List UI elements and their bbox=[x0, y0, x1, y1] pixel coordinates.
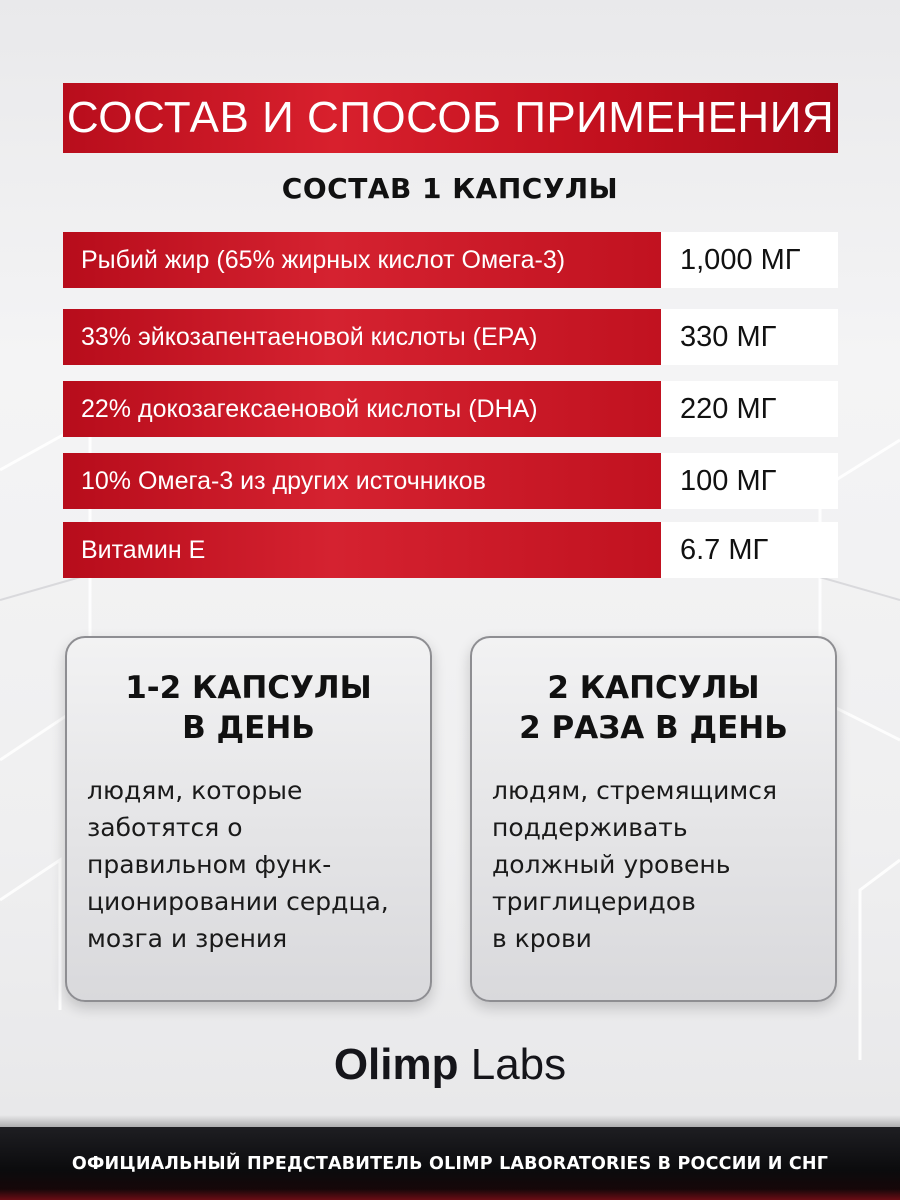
ingredient-amount: 6.7 МГ bbox=[661, 522, 838, 578]
dosage-title-line: 1-2 КАПСУЛЫ bbox=[125, 670, 372, 706]
dosage-card-2 bbox=[470, 636, 837, 1002]
dosage-card-description bbox=[492, 772, 832, 957]
brand-logo-part1: Olimp bbox=[333, 1040, 459, 1089]
dosage-title-line: 2 РАЗА В ДЕНЬ bbox=[519, 710, 788, 746]
dosage-text-line: людям, которые bbox=[87, 776, 303, 805]
ingredient-label: Витамин Е bbox=[63, 522, 661, 578]
dosage-card-title bbox=[472, 668, 835, 748]
ingredient-label: 33% эйкозапентаеновой кислоты (EPA) bbox=[63, 309, 661, 365]
dosage-title-line: В ДЕНЬ bbox=[182, 710, 315, 746]
brand-logo bbox=[0, 1040, 900, 1090]
composition-row bbox=[63, 381, 838, 437]
dosage-card-title bbox=[67, 668, 430, 748]
dosage-text-line: поддерживать bbox=[492, 813, 688, 842]
ingredient-label: Рыбий жир (65% жирных кислот Омега-3) bbox=[63, 232, 661, 288]
dosage-text-line: ционировании сердца, bbox=[87, 887, 389, 916]
composition-row bbox=[63, 309, 838, 365]
ingredient-label: 22% докозагексаеновой кислоты (DHA) bbox=[63, 381, 661, 437]
footer-bar bbox=[0, 1127, 900, 1200]
dosage-text-line: заботятся о bbox=[87, 813, 243, 842]
dosage-text-line: людям, стремящимся bbox=[492, 776, 777, 805]
section-banner bbox=[63, 83, 838, 153]
dosage-text-line: должный уровень bbox=[492, 850, 731, 879]
ingredient-amount: 100 МГ bbox=[661, 453, 838, 509]
dosage-card-description bbox=[87, 772, 427, 957]
ingredient-amount: 220 МГ bbox=[661, 381, 838, 437]
composition-subtitle: СОСТАВ 1 КАПСУЛЫ bbox=[281, 172, 619, 205]
dosage-text-line: триглицеридов bbox=[492, 887, 696, 916]
ingredient-label: 10% Омега-3 из других источников bbox=[63, 453, 661, 509]
dosage-text-line: мозга и зрения bbox=[87, 924, 288, 953]
composition-row bbox=[63, 232, 838, 288]
dosage-text-line: правильном функ- bbox=[87, 850, 332, 879]
dosage-title-line: 2 КАПСУЛЫ bbox=[547, 670, 760, 706]
banner-title: СОСТАВ И СПОСОБ ПРИМЕНЕНИЯ bbox=[66, 93, 835, 142]
dosage-card-1 bbox=[65, 636, 432, 1002]
composition-row bbox=[63, 453, 838, 509]
composition-row bbox=[63, 522, 838, 578]
brand-logo-part2: Labs bbox=[458, 1040, 567, 1089]
ingredient-amount: 1,000 МГ bbox=[661, 232, 838, 288]
dosage-text-line: в крови bbox=[492, 924, 592, 953]
ingredient-amount: 330 МГ bbox=[661, 309, 838, 365]
footer-text: ОФИЦИАЛЬНЫЙ ПРЕДСТАВИТЕЛЬ OLIMP LABORATORIES В РОССИИ И СНГ bbox=[71, 1153, 829, 1174]
